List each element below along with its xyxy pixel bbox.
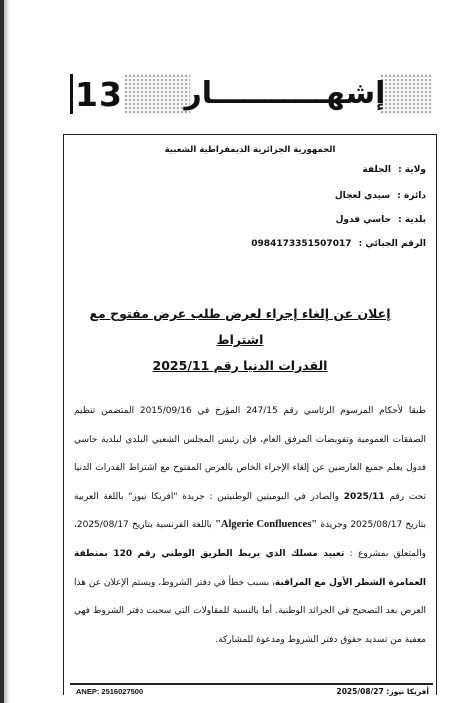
notice-heading	[84, 301, 396, 379]
admin-value: 0984173351507017	[251, 239, 352, 249]
notice-body	[74, 397, 426, 654]
admin-value: الجلفة	[362, 165, 391, 175]
heading-line-1: إعلان عن إلغاء إجراء لعرض طلب عرض مفتوح مع اشتراط	[89, 306, 391, 347]
admin-label: الرقم الجبائي :	[358, 239, 426, 249]
admin-label: ولاية :	[398, 165, 426, 175]
newspaper-source: أفريكا نيوز: 2025/08/27	[336, 687, 429, 696]
section-number-box	[70, 74, 125, 114]
admin-tax-id	[251, 239, 426, 249]
footer-rule	[70, 683, 433, 685]
section-title-box	[184, 70, 386, 116]
section-header	[70, 68, 432, 118]
body-part-2: والصادر في اليوميتين الوطنيتين : جريدة "افريكا نيوز" باللغة العربية بتاريخ 2025/08/17 وجريدة	[74, 491, 426, 531]
french-newspaper: "Algerie Confluences"	[215, 519, 318, 531]
admin-label: دائرة :	[397, 191, 426, 201]
admin-value: سيدي لعجال	[334, 191, 391, 201]
body-part-3: باللغة الفرنسية بتاريخ 2025/08/17، والمتعلق بمشروع :	[74, 520, 426, 559]
anep-reference: ANEP: 2516027500	[76, 687, 144, 696]
tender-number: 2025/11	[343, 491, 385, 502]
section-title: إشهـــــــــــار	[184, 75, 386, 111]
heading-line-2: القدرات الدنيا رقم 2025/11	[152, 358, 328, 373]
admin-value: حاسي فدول	[335, 215, 392, 225]
republic-title: الجمهورية الجزائرية الديمقراطية الشعبية	[164, 145, 336, 155]
body-part-1: طبقا لأحكام المرسوم الرئاسي رقم 247/15 المؤرخ في 2015/09/16 المتضمن تنظيم الصفقات العمومية وتفويضات المرفق العام، فإن رئيس المجلس الشعبي البلدي لبلدية حاسي فدول يعلم جميع العارضين عن إلغاء الإجراء الخاص بالعرض المفتوح مع اشتراط القدرات الدنيا تحت رقم	[74, 406, 426, 502]
body-part-4: ، بسبب خطأ في دفتر الشروط، ويستم الإعلان عن هذا العرض بعد التصحيح في الجرائد الوطنية. أما بالنسبة للمقاولات التي سحبت دفتر الشروط فهي معفية من تسديد حقوق دفتر الشروط ومدعوة للمشاركة.	[74, 577, 426, 645]
section-number: 13	[75, 74, 123, 114]
admin-label: بلدية :	[398, 215, 426, 225]
project-name: تعبيد مسلك الذي يربط الطريق الوطني رقم 120 بمنطقة العمامرة الشطر الأول مع المراقبة	[74, 548, 426, 588]
admin-wilaya	[362, 165, 426, 175]
admin-commune	[336, 215, 426, 225]
scan-shadow	[4, 0, 10, 703]
admin-daira	[335, 191, 426, 201]
notice-frame	[63, 134, 437, 695]
